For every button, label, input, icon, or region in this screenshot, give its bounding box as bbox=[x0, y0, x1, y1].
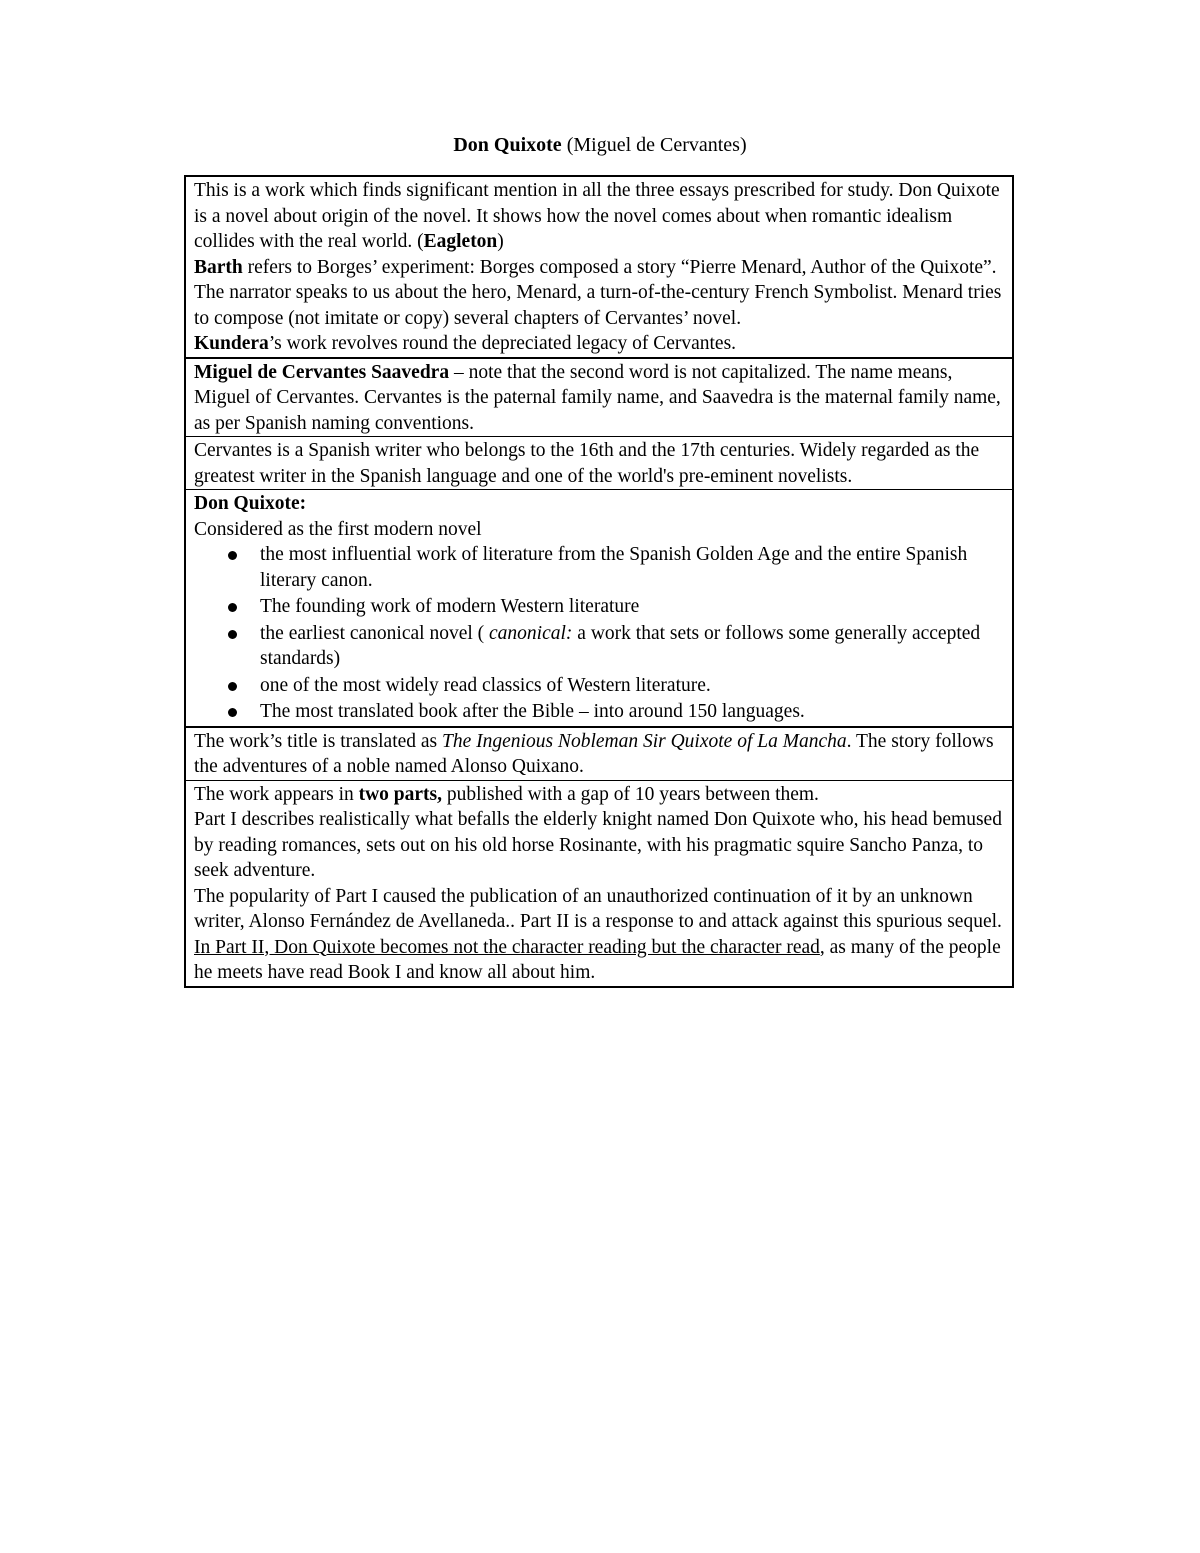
cell-heading: Don Quixote: bbox=[194, 493, 307, 514]
bullet-icon bbox=[228, 682, 237, 691]
paragraph-name: Miguel de Cervantes Saavedra – note that the second word is not capitalized. The name means, Miguel of Cervantes. Cervantes is the paternal family name, and Saavedra is the maternal family name, as per Spanish naming conventions. bbox=[194, 361, 1001, 434]
bullet-icon bbox=[228, 603, 237, 612]
bullet-icon bbox=[228, 630, 237, 639]
cell-significance bbox=[186, 489, 1012, 725]
title-bold: Don Quixote bbox=[453, 134, 562, 156]
paragraph-kundera: Kundera’s work revolves round the depreciated legacy of Cervantes. bbox=[194, 333, 737, 354]
paragraph-intro: Considered as the first modern novel bbox=[194, 518, 482, 540]
page-title bbox=[0, 132, 1200, 158]
cell-biography bbox=[186, 436, 1012, 489]
list-item: the most influential work of literature from the Spanish Golden Age and the entire Spanish literary canon. bbox=[260, 542, 1004, 593]
cell-name bbox=[186, 357, 1012, 437]
notes-table bbox=[184, 175, 1014, 988]
cell-two-parts bbox=[186, 780, 1012, 986]
cell-title-translation bbox=[186, 726, 1012, 780]
paragraph-barth: Barth refers to Borges’ experiment: Borges composed a story “Pierre Menard, Author of the Quixote”. The narrator speaks to us about the hero, Menard, a turn-of-the-century French Symbolist. Menard tries to compose (not imitate or copy) several chapters of Cervantes’ novel. bbox=[194, 256, 1002, 329]
bullet-icon bbox=[228, 551, 237, 560]
paragraph-part-one: Part I describes realistically what befalls the elderly knight named Don Quixote who, his head bemused by reading romances, sets out on his old horse Rosinante, with his pragmatic squire Sancho Panza, to seek adventure. bbox=[194, 809, 1002, 881]
bullet-list bbox=[194, 542, 1004, 725]
bullet-icon bbox=[228, 708, 237, 717]
cell-overview bbox=[186, 177, 1012, 357]
list-item: the earliest canonical novel ( canonical: a work that sets or follows some generally accepted standards) bbox=[260, 621, 1004, 672]
list-item: The founding work of modern Western literature bbox=[260, 594, 1004, 620]
paragraph-biography: Cervantes is a Spanish writer who belongs to the 16th and the 17th centuries. Widely regarded as the greatest writer in the Spanish language and one of the world's pre-eminent novelists. bbox=[194, 440, 980, 487]
paragraph-two-parts: The work appears in two parts, published with a gap of 10 years between them. bbox=[194, 783, 819, 805]
paragraph-title-translation: The work’s title is translated as The Ingenious Nobleman Sir Quixote of La Mancha. The story follows the adventures of a noble named Alonso Quixano. bbox=[194, 730, 994, 777]
list-item: The most translated book after the Bible – into around 150 languages. bbox=[260, 699, 1004, 725]
paragraph-eagleton: This is a work which finds significant mention in all the three essays prescribed for study. Don Quixote is a novel about origin of the novel. It shows how the novel comes about when romantic idealism collides with the real world. (Eagleton) bbox=[194, 180, 1000, 252]
title-rest: (Miguel de Cervantes) bbox=[561, 134, 747, 156]
paragraph-part-two: The popularity of Part I caused the publication of an unauthorized continuation of it by an unknown writer, Alonso Fernández de Avellaneda.. Part II is a response to and attack against this spurious sequel. In Part II, Don Quixote becomes not the character reading but the character read, as many of the people he meets have read Book I and know all about him. bbox=[194, 885, 1002, 983]
list-item: one of the most widely read classics of Western literature. bbox=[260, 673, 1004, 699]
